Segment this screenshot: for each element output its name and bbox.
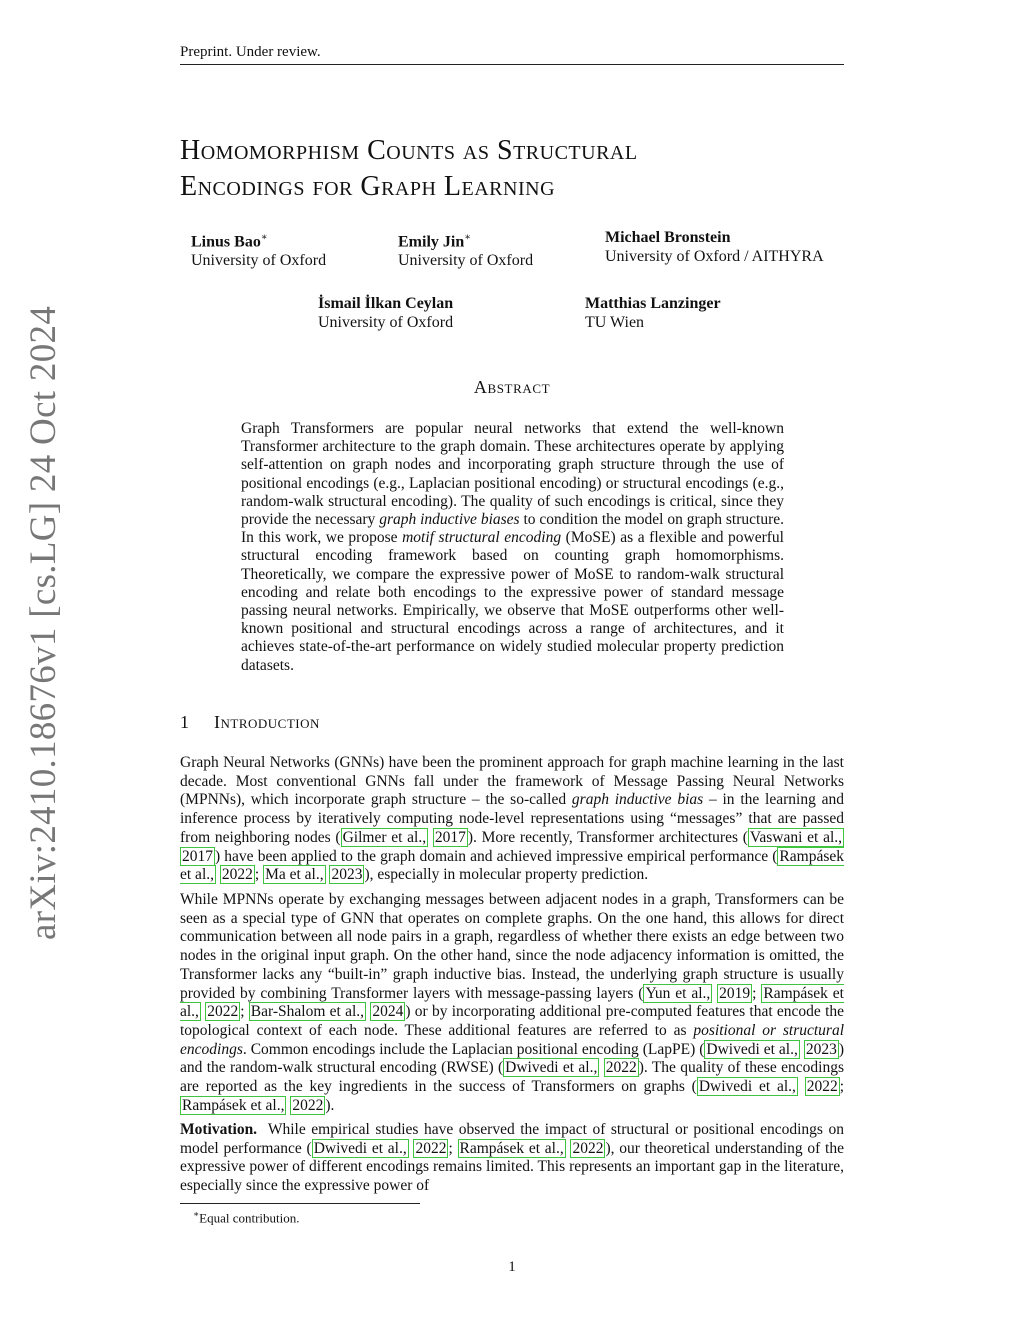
citation-link[interactable]: Dwivedi et al., <box>706 1040 798 1058</box>
citation-link[interactable]: 2023 <box>805 1040 837 1058</box>
author-block <box>191 228 326 270</box>
citation-link[interactable]: Rampásek et al., <box>180 984 844 1021</box>
citation-link[interactable]: 2023 <box>331 866 363 884</box>
author-affiliation: University of Oxford <box>318 314 454 331</box>
citation-link[interactable]: 2022 <box>292 1096 324 1114</box>
citation-link[interactable]: 2019 <box>719 984 751 1002</box>
header-rule <box>180 64 844 65</box>
citation-link[interactable]: 2022 <box>572 1139 604 1157</box>
citation-link[interactable]: 2017 <box>434 828 466 846</box>
author-affiliation: TU Wien <box>585 314 645 331</box>
author-name: Emily Jin <box>398 233 465 251</box>
author-name: İsmail İlkan Ceylan <box>318 295 454 312</box>
citation-link[interactable]: Rampásek et al., <box>182 1096 285 1114</box>
running-header: Preprint. Under review. <box>180 44 321 60</box>
author-affiliation: University of Oxford <box>398 252 534 270</box>
citation-link[interactable]: Vaswani et al., <box>749 828 843 846</box>
page-number: 1 <box>508 1259 516 1275</box>
citation-link[interactable]: Dwivedi et al., <box>698 1078 796 1096</box>
author-block <box>585 294 721 332</box>
citation-link[interactable]: 2017 <box>182 847 213 865</box>
citation-link[interactable]: 2022 <box>415 1139 447 1157</box>
section-heading-introduction: 1 Introduction <box>180 712 320 732</box>
author-name: Michael Bronstein <box>605 229 731 246</box>
abstract-text: Graph Transformers are popular neural networks that extend the well-known Transformer architecture to the graph domain. These architectures operate by applying self-attention on graph nodes and incorporating graph structure through the use of positional encodings (e.g., Laplacian positional encoding) or structural encodings (e.g., random-walk structural encoding). The quality of such encodings is critical, since they provide the necessary graph inductive biases to condition the model on graph structure. In this work, we propose motif structural encoding (MoSE) as a flexible and powerful structural encoding framework based on counting graph homomorphisms. Theoretically, we compare the expressive power of MoSE to random-walk structural encoding and relate both encodings to the expressive power of standard message passing neural networks. Empirically, we observe that MoSE outperforms other well-known positional and structural encodings across a range of architectures, and it achieves state-of-the-art performance on widely studied molecular property prediction datasets. <box>241 420 784 674</box>
author-affiliation: University of Oxford / AITHYRA <box>605 248 824 265</box>
citation-link[interactable]: Ma et al., <box>265 866 324 884</box>
paper-title <box>180 133 880 205</box>
citation-link[interactable]: Rampásek et al., <box>180 847 844 884</box>
citation-link[interactable]: 2022 <box>207 1003 239 1021</box>
footnote: ∗Equal contribution. <box>193 1209 300 1226</box>
author-name: Matthias Lanzinger <box>585 295 721 312</box>
citation-link[interactable]: Rampásek et al., <box>459 1139 564 1157</box>
author-block <box>605 228 824 266</box>
citation-link[interactable]: Yun et al., <box>645 984 711 1002</box>
citation-link[interactable]: 2022 <box>605 1059 637 1077</box>
arxiv-stamp: arXiv:2410.18676v1 [cs.LG] 24 Oct 2024 <box>23 305 64 940</box>
paragraph-label: Motivation. <box>180 1121 258 1138</box>
citation-link[interactable]: 2024 <box>372 1003 404 1021</box>
author-name: Linus Bao <box>191 233 261 251</box>
citation-link[interactable]: Bar-Shalom et al., <box>250 1003 365 1021</box>
author-block <box>398 228 533 270</box>
footnote-rule <box>180 1203 420 1204</box>
citation-link[interactable]: 2022 <box>221 866 253 884</box>
title-line-1: Homomorphism Counts as Structural <box>180 135 638 166</box>
citation-link[interactable]: Dwivedi et al., <box>505 1059 598 1077</box>
intro-paragraph-2: While MPNNs operate by exchanging messages between adjacent nodes in a graph, Transformers can be seen as a special type of GNN that operates on complete graphs. On the one hand, this allows for direct communication between all node pairs in a graph, regardless of whether there exists an edge between two nodes in the original input graph. On the other hand, since the node adjacency information is omitted, the Transformer lacks any “built-in” graph inductive bias. Instead, the underlying graph structure is usually provided by combining Transformer layers with message-passing layers ( Yun et al., 2019 ; Rampásek et al., 2022 ; Bar-Shalom et al., 2024 ) or by incorporating additional pre-computed features that encode the topological context of each node. These additional features are referred to as positional or structural encodings. Common encodings include the Laplacian positional encoding (LapPE) ( Dwivedi et al., 2023 ) and the random-walk structural encoding (RWSE) ( Dwivedi et al., 2022 ). The quality of these encodings are reported as the key ingredients in the success of Transformers on graphs ( Dwivedi et al., 2022 ; Rampásek et al., 2022 ). <box>180 891 845 1114</box>
abstract-heading: Abstract <box>473 377 551 397</box>
motivation-paragraph: Motivation. While empirical studies have observed the impact of structural or positional encodings on model performance ( Dwivedi et al., 2022 ; Rampásek et al., 2022 ), our theoretical understanding of the expressive power of different encodings remains limited. This represents an important gap in the literature, especially since the expressive power of <box>180 1121 844 1195</box>
citation-link[interactable]: Gilmer et al., <box>342 828 427 846</box>
author-block <box>318 294 453 332</box>
author-mark: ∗ <box>464 232 472 243</box>
author-mark: ∗ <box>260 232 268 243</box>
author-affiliation: University of Oxford <box>191 252 327 270</box>
title-line-2: Encodings for Graph Learning <box>180 171 556 202</box>
citation-link[interactable]: 2022 <box>806 1078 838 1096</box>
intro-paragraph-1: Graph Neural Networks (GNNs) have been the prominent approach for graph machine learning in the last decade. Most conventional GNNs fall under the framework of Message Passing Neural Networks (MPNNs), which incorporate graph structure – the so-called graph inductive bias – in the learning and inference process by iteratively computing node-level representations using “messages” that are passed from neighboring nodes ( Gilmer et al., 2017 ). More recently, Transformer architectures ( Vaswani et al., 2017 ) have been applied to the graph domain and achieved impressive empirical performance ( Rampásek et al., 2022 ; Ma et al., 2023 ), especially in molecular property prediction. <box>180 754 845 884</box>
citation-link[interactable]: Dwivedi et al., <box>313 1139 407 1157</box>
